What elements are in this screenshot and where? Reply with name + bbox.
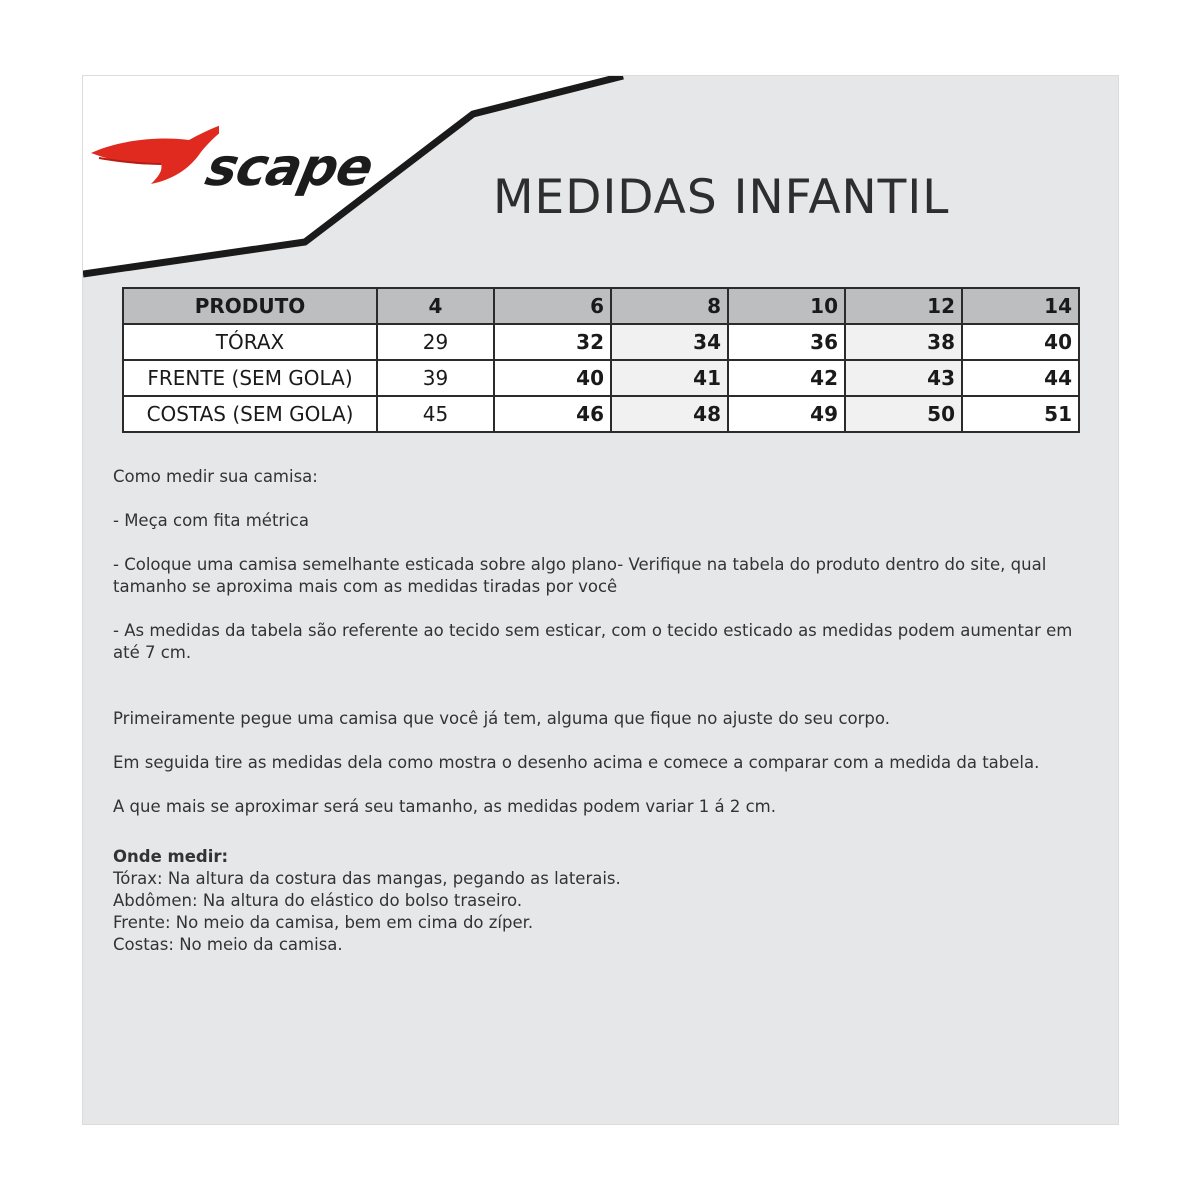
row-label: TÓRAX — [123, 324, 377, 360]
table-cell: 39 — [377, 360, 494, 396]
measure-guide — [113, 846, 621, 956]
table-row — [123, 360, 1079, 396]
table-cell: 45 — [377, 396, 494, 432]
instruction-step: - Coloque uma camisa semelhante esticada sobre algo plano- Verifique na tabela do produto dentro do site, qual tamanho se aproxima mais com as medidas tiradas por você — [113, 555, 1047, 596]
size-header: 14 — [962, 288, 1079, 324]
guide-item-frente: Frente: No meio da camisa, bem em cima do zíper. — [113, 913, 534, 932]
size-header: 8 — [611, 288, 728, 324]
table-cell: 34 — [611, 324, 728, 360]
table-cell: 43 — [845, 360, 962, 396]
brand-name: scape — [200, 138, 378, 198]
guide-item-torax: Tórax: Na altura da costura das mangas, pegando as laterais. — [113, 869, 621, 888]
instruction-paragraph: Primeiramente pegue uma camisa que você já tem, alguma que fique no ajuste do seu corpo. — [113, 709, 890, 728]
table-cell: 38 — [845, 324, 962, 360]
table-cell: 40 — [962, 324, 1079, 360]
size-header: 12 — [845, 288, 962, 324]
table-cell: 36 — [728, 324, 845, 360]
instruction-paragraph: Em seguida tire as medidas dela como mostra o desenho acima e comece a comparar com a medida da tabela. — [113, 753, 1040, 772]
table-cell: 40 — [494, 360, 611, 396]
table-cell: 44 — [962, 360, 1079, 396]
instruction-step: - As medidas da tabela são referente ao tecido sem esticar, com o tecido esticado as medidas podem aumentar em até 7 cm. — [113, 621, 1073, 662]
size-header: 10 — [728, 288, 845, 324]
header-label: PRODUTO — [123, 288, 377, 324]
table-cell: 46 — [494, 396, 611, 432]
table-row — [123, 324, 1079, 360]
size-chart-card — [82, 75, 1119, 1125]
table-cell: 48 — [611, 396, 728, 432]
table-cell: 51 — [962, 396, 1079, 432]
guide-item-costas: Costas: No meio da camisa. — [113, 935, 343, 954]
brand-logo — [89, 114, 389, 198]
size-table — [122, 287, 1080, 433]
guide-title: Onde medir: — [113, 847, 229, 866]
instruction-paragraph: A que mais se aproximar será seu tamanho, as medidas podem variar 1 á 2 cm. — [113, 797, 777, 816]
row-label: FRENTE (SEM GOLA) — [123, 360, 377, 396]
row-label: COSTAS (SEM GOLA) — [123, 396, 377, 432]
guide-item-abdomen: Abdômen: Na altura do elástico do bolso traseiro. — [113, 891, 523, 910]
size-header: 4 — [377, 288, 494, 324]
instruction-step: - Meça com fita métrica — [113, 511, 309, 530]
page-title: MEDIDAS INFANTIL — [493, 170, 950, 225]
table-header-row — [123, 288, 1079, 324]
size-header: 6 — [494, 288, 611, 324]
table-cell: 29 — [377, 324, 494, 360]
wing-icon — [89, 118, 219, 188]
table-cell: 41 — [611, 360, 728, 396]
table-row — [123, 396, 1079, 432]
instructions-heading: Como medir sua camisa: — [113, 467, 318, 486]
table-cell: 32 — [494, 324, 611, 360]
instructions — [113, 466, 1073, 818]
table-cell: 42 — [728, 360, 845, 396]
table-cell: 50 — [845, 396, 962, 432]
table-cell: 49 — [728, 396, 845, 432]
